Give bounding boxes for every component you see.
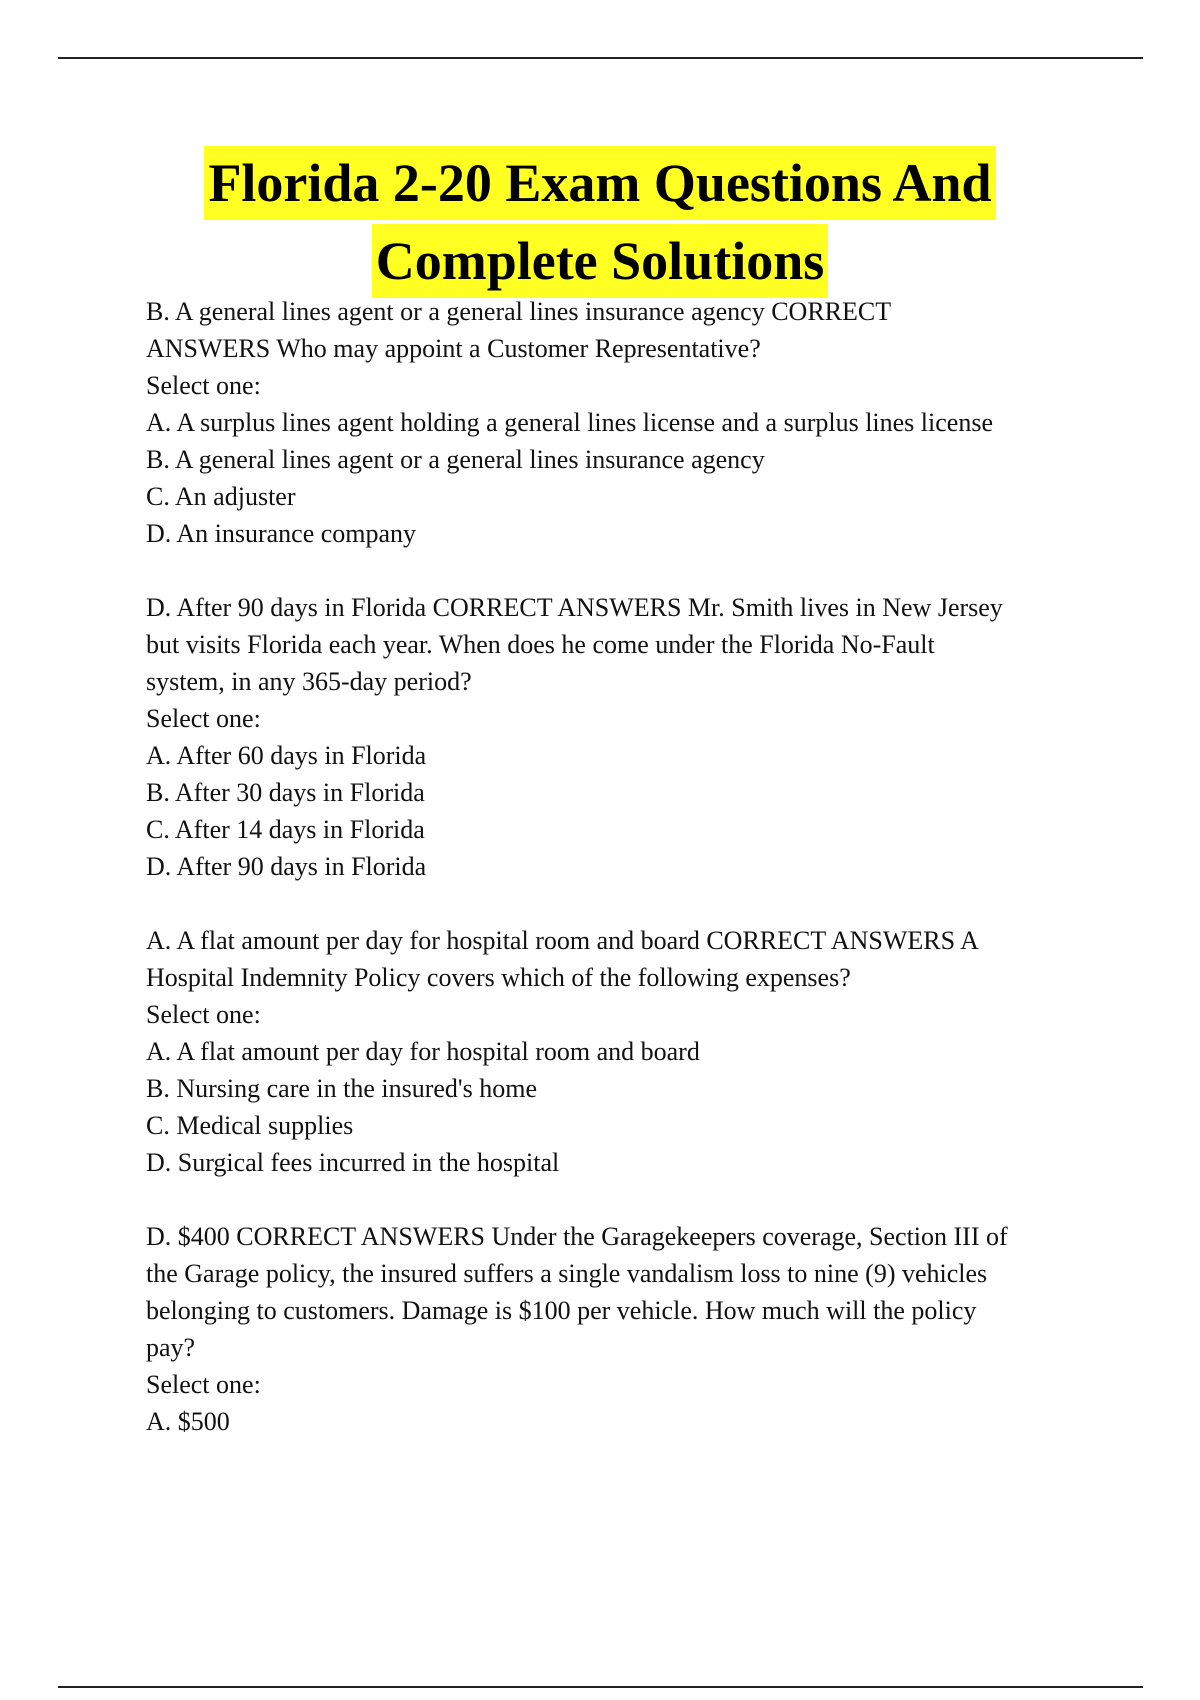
question-stem-line: B. A general lines agent or a general lines insurance agency CORRECT [146,297,892,326]
answer-option: B. A general lines agent or a general lines insurance agency [146,445,765,474]
question-stem-line: system, in any 365-day period? [146,667,472,696]
answer-option: C. An adjuster [146,482,296,511]
question-block [146,1218,1106,1440]
question-stem-line: the Garage policy, the insured suffers a single vandalism loss to nine (9) vehicles [146,1259,988,1288]
answer-option: B. After 30 days in Florida [146,778,425,807]
answer-option: D. An insurance company [146,519,417,548]
question-block [146,922,1106,1181]
answer-option: A. $500 [146,1407,230,1436]
question-stem-line: belonging to customers. Damage is $100 per vehicle. How much will the policy [146,1296,977,1325]
question-stem-line: D. $400 CORRECT ANSWERS Under the Garagekeepers coverage, Section III of [146,1222,1008,1251]
question-stem-line: Hospital Indemnity Policy covers which of the following expenses? [146,963,851,992]
answer-option: A. After 60 days in Florida [146,741,427,770]
select-prompt: Select one: [146,1370,261,1399]
question-block [146,589,1106,885]
answer-option: D. After 90 days in Florida [146,852,427,881]
answer-option: C. Medical supplies [146,1111,354,1140]
answer-option: A. A flat amount per day for hospital room and board [146,1037,700,1066]
answer-option: A. A surplus lines agent holding a general lines license and a surplus lines license [146,408,993,437]
question-stem-line: ANSWERS Who may appoint a Customer Representative? [146,334,761,363]
select-prompt: Select one: [146,371,261,400]
select-prompt: Select one: [146,1000,261,1029]
title-line-2: Complete Solutions [372,224,829,298]
select-prompt: Select one: [146,704,261,733]
title-line-1: Florida 2-20 Exam Questions And [204,146,995,220]
question-list [146,293,1106,1477]
answer-option: C. After 14 days in Florida [146,815,425,844]
answer-option: D. Surgical fees incurred in the hospital [146,1148,560,1177]
question-stem-line: but visits Florida each year. When does he come under the Florida No-Fault [146,630,935,659]
bottom-rule [58,1686,1143,1688]
document-title [0,146,1200,302]
question-stem-line: pay? [146,1333,196,1362]
answer-option: B. Nursing care in the insured's home [146,1074,537,1103]
question-stem-line: D. After 90 days in Florida CORRECT ANSWERS Mr. Smith lives in New Jersey [146,593,1003,622]
question-stem-line: A. A flat amount per day for hospital room and board CORRECT ANSWERS A [146,926,979,955]
top-rule [58,57,1143,59]
question-block [146,293,1106,552]
